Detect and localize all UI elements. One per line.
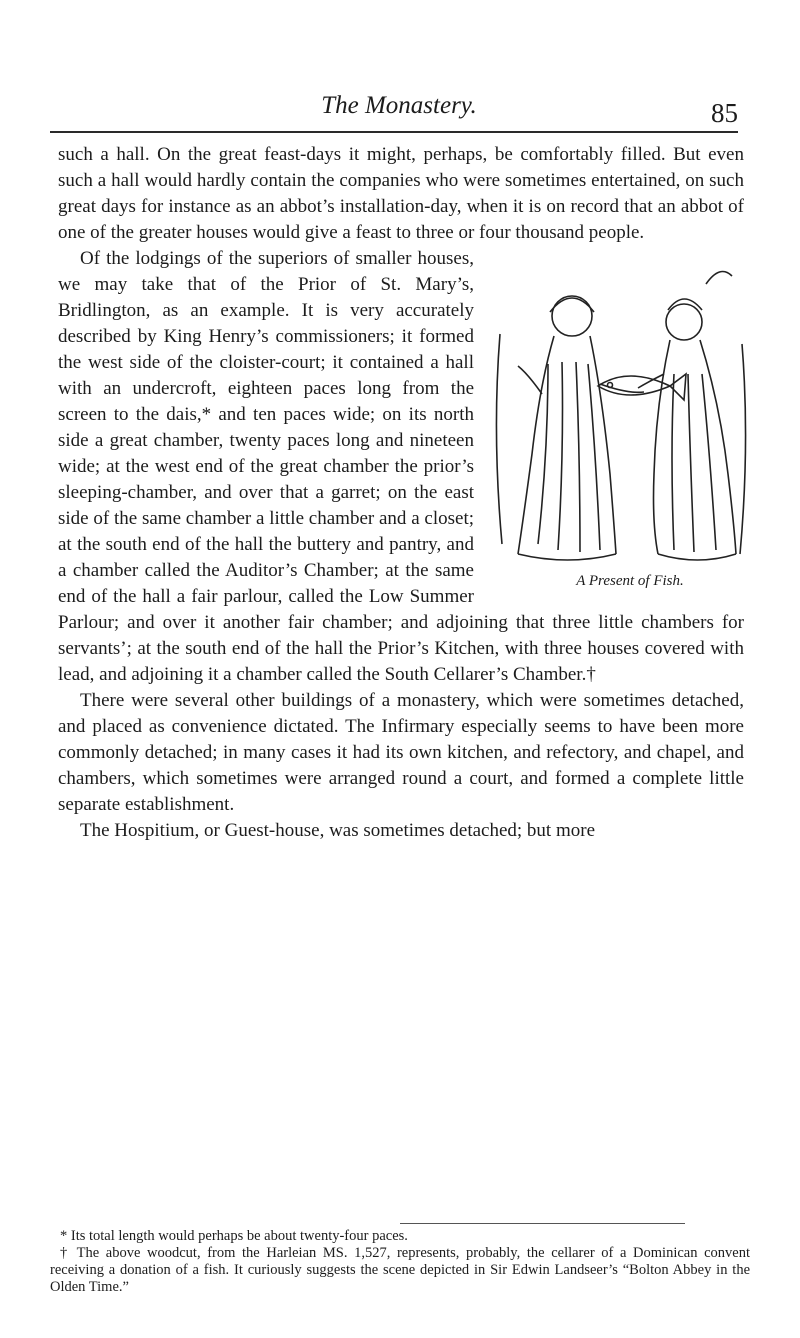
footnote-rule xyxy=(400,1223,685,1224)
paragraph-3: There were several other buildings of a monastery, which were sometimes detached, and placed as convenience dictated. The Infirmary especially seems to have been more commonly detached; in many cases it had its own kitchen, and refectory, and chapel, and chambers, which sometimes were arranged round a court, and formed a complete little separate establishment. xyxy=(58,690,744,815)
footnote-2: † The above woodcut, from the Harleian MS. 1,527, represents, probably, the cellarer of a Dominican convent receiving a donation of a fish. It curiously suggests the scene depicted in Sir Edwin Landseer’s “Bolton Abbey in the Olden Time.” xyxy=(50,1245,750,1295)
footnotes xyxy=(50,1228,750,1296)
woodcut-figure xyxy=(488,254,750,600)
running-head: The Monastery. xyxy=(321,92,477,119)
woodcut-illustration xyxy=(488,254,750,584)
paragraph-2 xyxy=(58,246,744,688)
figure-caption: A Present of Fish. xyxy=(576,573,684,589)
page-number: 85 xyxy=(711,98,738,128)
body-text xyxy=(58,142,744,844)
header-rule xyxy=(50,131,738,133)
paragraph-2-text: Of the lodgings of the superiors of smaller houses, we may take that of the Prior of St. Mary’s, Bridlington, as an example. It is very accurately described by King Henry’s commissioners; it formed the west side of the cloister-court; it contained a hall with an undercroft, eighteen paces long from the screen to the dais,* and ten paces wide; on its north side a great chamber, twenty paces long and nineteen wide; at the west end of the great chamber the prior’s sleeping-chamber, and over that a garret; on the east side of the same chamber a little chamber and a closet; at the south end of the hall the buttery and pantry, and a chamber called the Auditor’s Chamber; at the same end of the hall a fair parlour, called the Low Summer Parlour; and over it another fair chamber; and adjoining that three little chambers for servants’; at the south end of the hall the Prior’s Kitchen, with three houses covered with lead, and adjoining it a chamber called the South Cellarer’s Chamber.† xyxy=(58,248,744,685)
paragraph-1: such a hall. On the great feast-days it might, perhaps, be comfortably filled. But even such a hall would hardly contain the companies who were sometimes entertained, on such great days for instance as an abbot’s installation-day, when it is on record that an abbot of one of the greater houses would give a feast to three or four thousand people. xyxy=(58,144,744,243)
page-header xyxy=(60,92,738,132)
paragraph-4: The Hospitium, or Guest-house, was sometimes detached; but more xyxy=(80,820,596,841)
footnote-1: * Its total length would perhaps be about twenty-four paces. xyxy=(60,1228,408,1244)
